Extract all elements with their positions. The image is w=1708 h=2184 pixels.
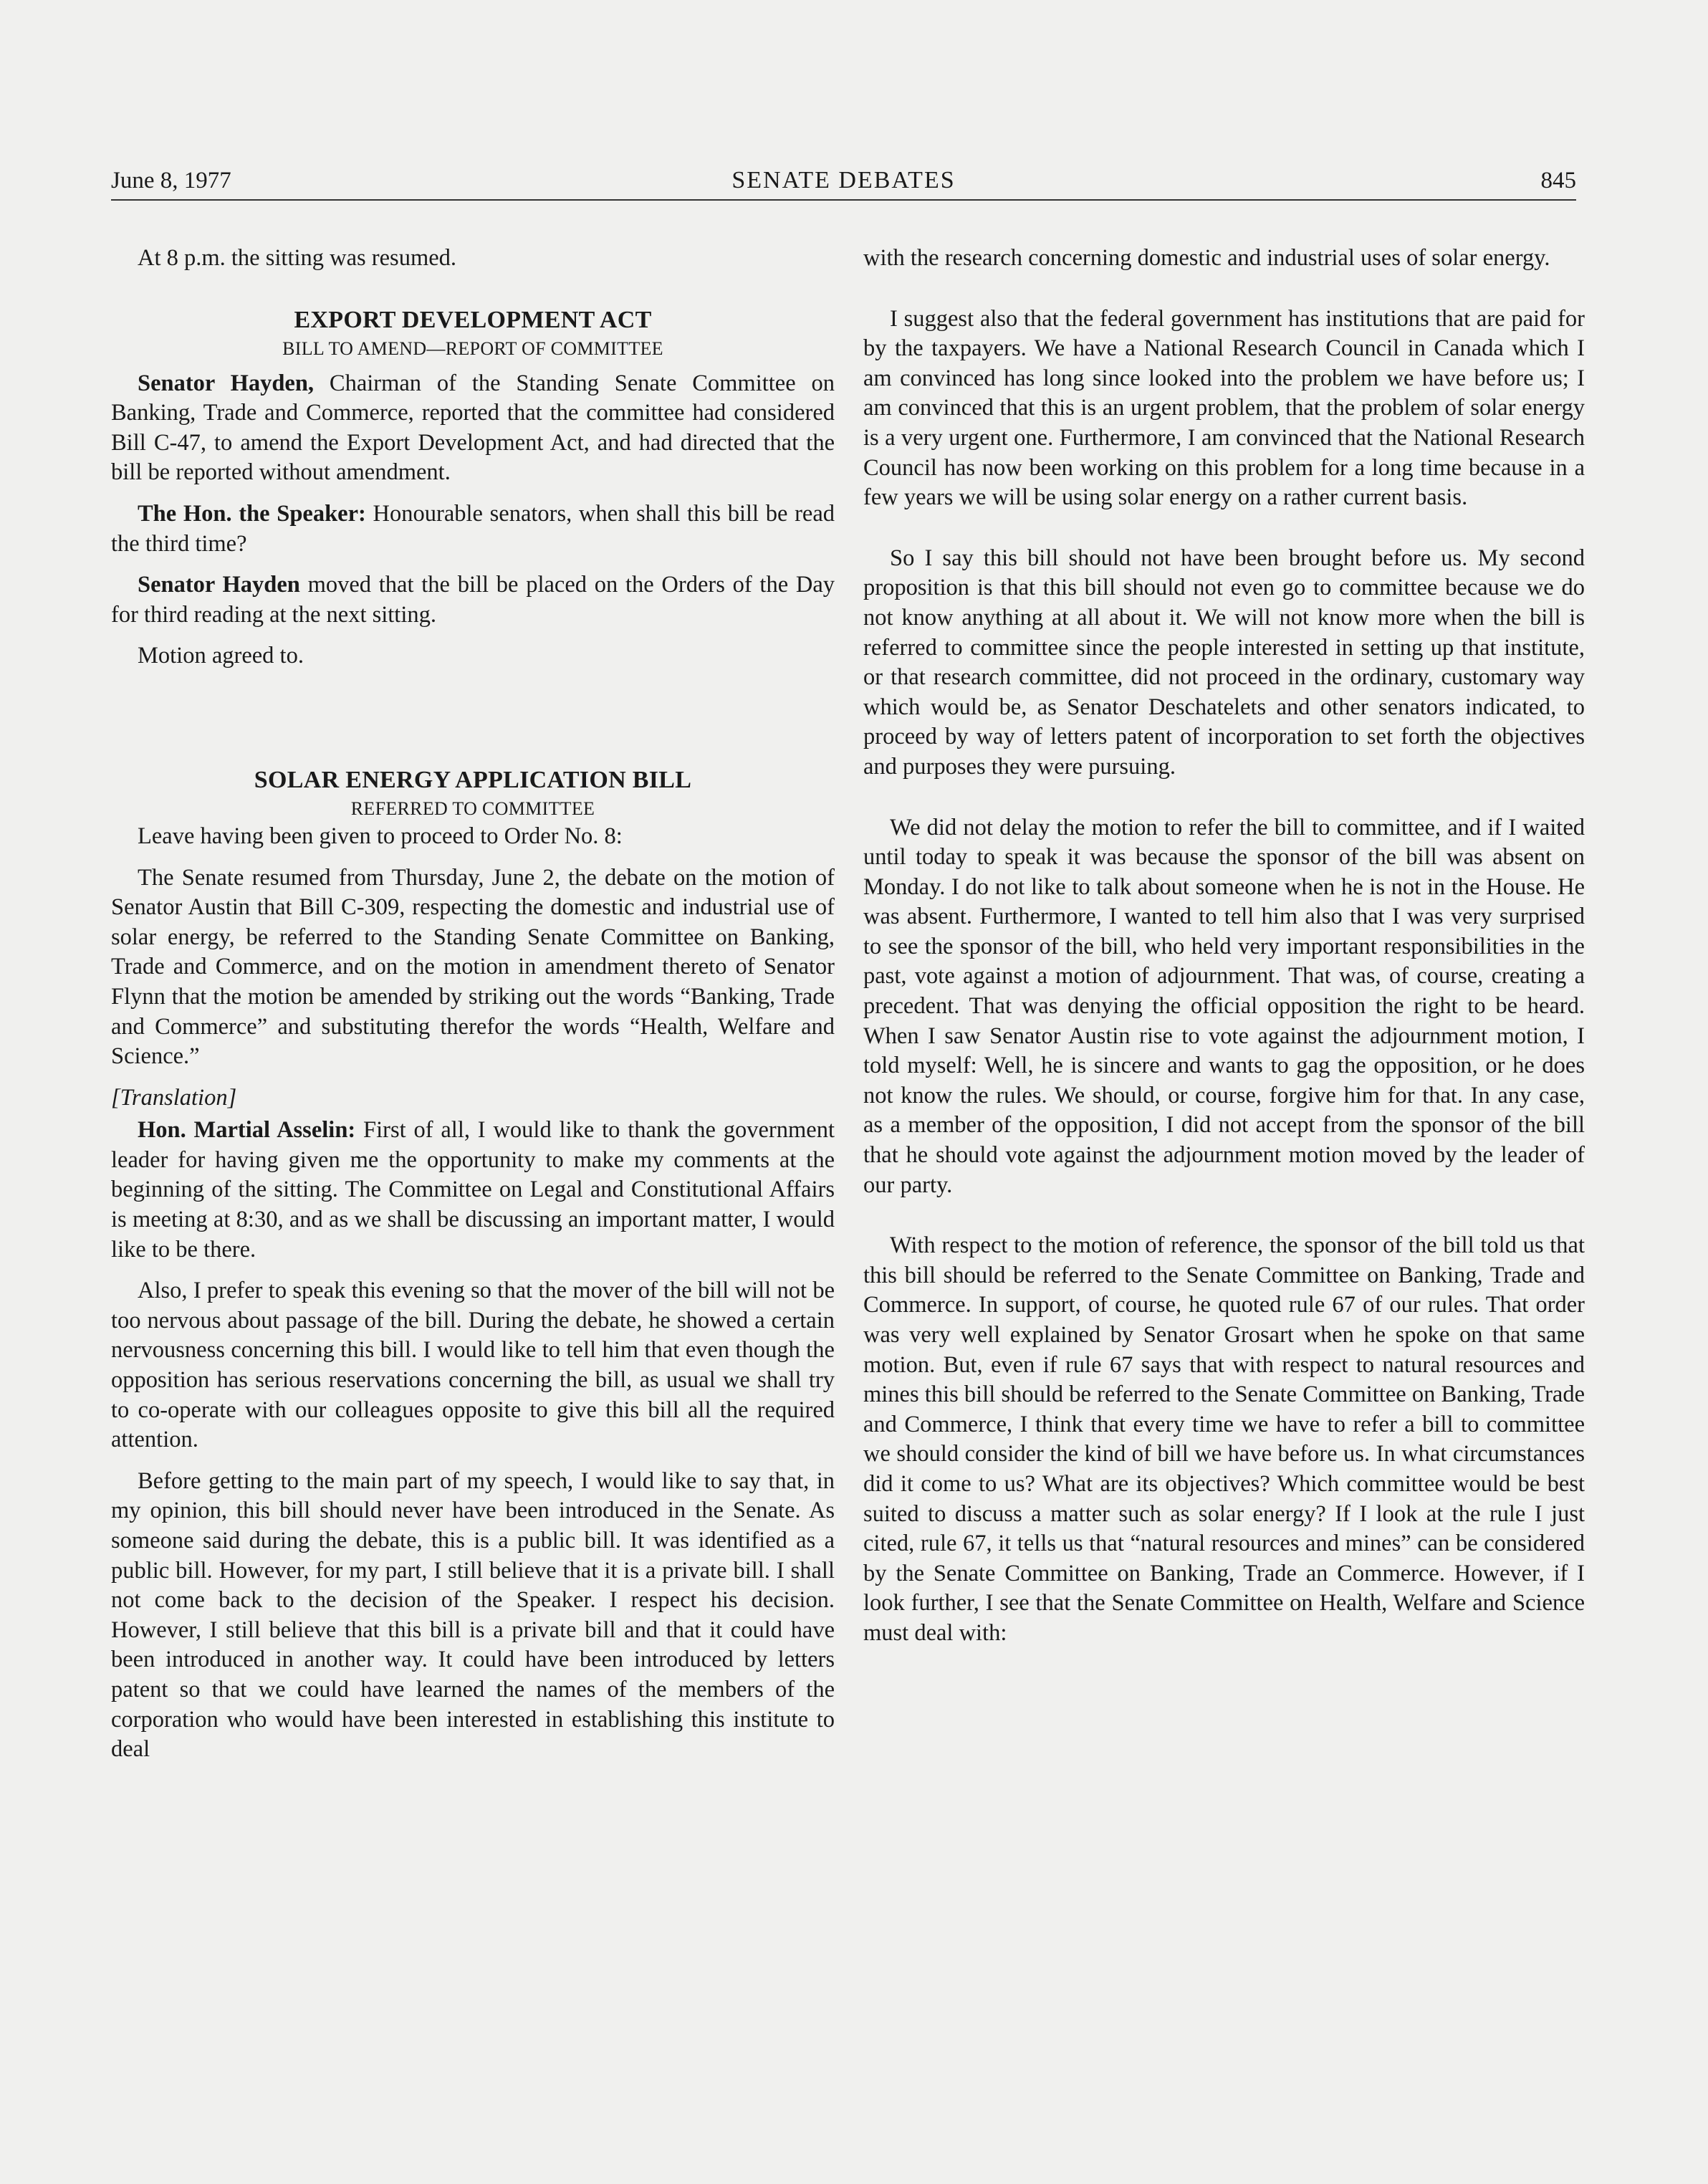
so-i-say-paragraph: So I say this bill should not have been brought before us. My second proposition is that this bill should not even go to committee because we do not know anything at all about it. We will not know more when the bill is referred to committee since the people interested in setting up that institute, or that research committee, did not proceed in the ordinary, customary way which would be, as Senator Deschatelets and other senators indicated, to proceed by way of letters patent of incorporation to set forth the objectives and purposes they were pursuing.	[863, 545, 1585, 780]
paragraph-text: Chairman of the Standing Senate Committee on Banking, Trade and Commerce, reported that the committee had considered Bill C-47, to amend the Export Development Act, and had directed that the bill be reported without amendment.	[111, 370, 835, 486]
right-column	[863, 244, 1585, 1649]
continued-paragraph: with the research concerning domestic and industrial uses of solar energy.	[863, 245, 1550, 271]
speaker-name: Senator Hayden	[138, 572, 300, 598]
suggest-paragraph: I suggest also that the federal government has institutions that are paid for by the taxpayers. We have a National Research Council in Canada which I am convinced has long since looked into the problem we have before us; I am convinced that this is an urgent problem, that the problem of solar energy is a very urgent one. Furthermore, I am convinced that the National Research Council has now been working on this problem for a long time because in a few years we will be using solar energy on a rather current basis.	[863, 305, 1585, 511]
running-header	[111, 162, 1576, 201]
motion-of-reference-paragraph: With respect to the motion of reference, the sponsor of the bill told us that this bill should be referred to the Senate Committee on Banking, Trade and Commerce. In support, of course, he quoted rule 67 of our rules. That order was very well explained by Senator Grosart when he spoke on that same motion. But, even if rule 67 says that with respect to natural resources and mines this bill should be referred to the Senate Committee on Banking, Trade and Commerce, I think that every time we have to refer a bill to committee we should consider the kind of bill we have before us. In what circumstances did it come to us? What are its objectives? Which committee would be best suited to discuss a matter such as solar energy? If I look at the rule I just cited, rule 67, it tells us that “natural resources and mines” can be considered by the Senate Committee on Banking, Trade an Commerce. However, if I look further, I see that the Senate Committee on Health, Welfare and Science must deal with:	[863, 1232, 1585, 1646]
asselin-opening-paragraph	[111, 1116, 835, 1265]
leave-paragraph: Leave having been given to proceed to Order No. 8:	[138, 823, 623, 849]
speaker-name: The Hon. the Speaker:	[138, 500, 366, 527]
debate-resumed-paragraph: The Senate resumed from Thursday, June 2, the debate on the motion of Senator Austin that Bill C-309, respecting the domestic and industrial use of solar energy, be referred to the Standing Senate Committee on Banking, Trade and Commerce, and on the motion in amendment thereto of Senator Flynn that the motion be amended by striking out the words “Banking, Trade and Commerce” and substituting therefor the words “Health, Welfare and Science.”	[111, 864, 835, 1070]
header-page-number: 845	[1540, 168, 1576, 193]
export-development-subheading: BILL TO AMEND—REPORT OF COMMITTEE	[282, 337, 663, 359]
hayden-report-paragraph	[111, 369, 835, 488]
asselin-before-paragraph: Before getting to the main part of my speech, I would like to say that, in my opinion, this bill should never have been introduced in the Senate. As someone said during the debate, this is a public bill. It was identified as a public bill. However, for my part, I still believe that it is a private bill. I shall not come back to the decision of the Speaker. I respect his decision. However, I still believe that this bill is a private bill and that it could have been introduced in another way. It could have been introduced by letters patent so that we could have learned the names of the members of the corporation who would have been interested in establishing this institute to deal	[111, 1467, 835, 1763]
speaker-name: Hon. Martial Asselin:	[138, 1117, 356, 1144]
paragraph-text: First of all, I would like to thank the government leader for having given me the opportunity to make my comments at the beginning of the sitting. The Committee on Legal and Constitutional Affairs is meeting at 8:30, and as we shall be discussing an important matter, I would like to be there.	[111, 1117, 835, 1263]
header-title: SENATE DEBATES	[731, 167, 956, 193]
hayden-motion-paragraph	[111, 570, 835, 630]
translation-note: [Translation]	[111, 1084, 237, 1111]
export-development-heading: EXPORT DEVELOPMENT ACT	[294, 306, 652, 333]
paragraph-text: Honourable senators, when shall this bill be read the third time?	[111, 500, 835, 557]
solar-energy-heading: SOLAR ENERGY APPLICATION BILL	[254, 766, 692, 793]
header-date: June 8, 1977	[111, 168, 231, 193]
paragraph-text: moved that the bill be placed on the Orders of the Day for third reading at the next sitting.	[111, 572, 835, 628]
motion-agreed-paragraph: Motion agreed to.	[138, 643, 304, 669]
left-column	[111, 244, 835, 1765]
asselin-also-paragraph: Also, I prefer to speak this evening so that the mover of the bill will not be too nervous about passage of the bill. During the debate, he showed a certain nervousness concerning this bill. I would like to tell him that even though the opposition has serious reservations concerning the bill, as usual we shall try to co-operate with our colleagues opposite to give this bill all the required attention.	[111, 1278, 835, 1453]
speaker-name: Senator Hayden,	[138, 370, 315, 396]
speaker-question-paragraph	[111, 499, 835, 559]
did-not-delay-paragraph: We did not delay the motion to refer the bill to committee, and if I waited until today to speak it was because the sponsor of the bill was absent on Monday. I do not like to talk about someone when he is not in the House. He was absent. Furthermore, I wanted to tell him also that I was very surprised to see the sponsor of the bill, who held very important responsibilities in the past, vote against a motion of adjournment. That was, of course, creating a precedent. That was denying the official opposition the right to be heard. When I saw Senator Austin rise to vote against the adjournment motion, I told myself: Well, he is sincere and wants to gag the opposition, or he does not know the rules. We should, or course, forgive him for that. In any case, as a member of the opposition, I did not accept from the sponsor of the bill that he should vote against the adjournment motion moved by the leader of our party.	[863, 814, 1585, 1198]
solar-energy-subheading: REFERRED TO COMMITTEE	[350, 798, 595, 819]
sitting-resumed-paragraph: At 8 p.m. the sitting was resumed.	[138, 245, 457, 271]
